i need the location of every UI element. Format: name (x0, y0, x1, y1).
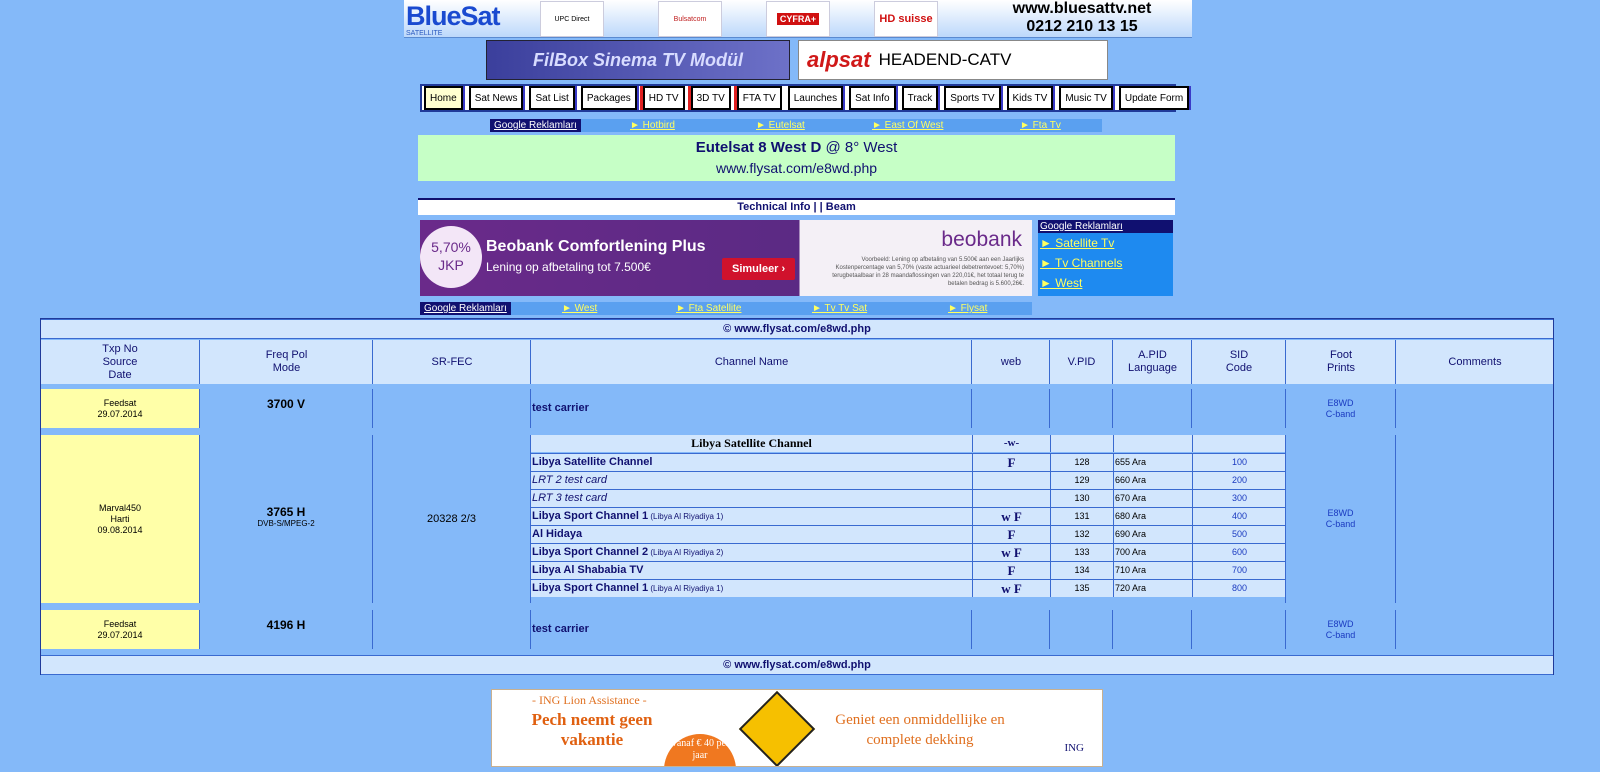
web-links[interactable] (972, 472, 1050, 489)
source-date: 09.08.2014 (97, 524, 143, 535)
channel-name[interactable] (531, 526, 972, 543)
web-links[interactable]: F (972, 562, 1050, 579)
header-sid (1191, 340, 1286, 384)
vpid-value: 130 (1050, 490, 1113, 507)
srfec-cell (372, 389, 530, 428)
google-ads-label-2[interactable]: Google Reklamları (420, 302, 511, 315)
header-srfec: SR-FEC (372, 340, 531, 384)
footprint-link[interactable] (1285, 389, 1395, 428)
site-url[interactable]: www.bluesattv.net (1012, 0, 1152, 17)
beobank-brand: beobank (941, 228, 1022, 251)
vpid-value: 134 (1050, 562, 1113, 579)
source-cell (41, 610, 199, 649)
channel-name[interactable] (531, 544, 972, 561)
nav-update-form[interactable]: Update Form (1119, 86, 1189, 110)
header-freq (199, 340, 373, 384)
header-apid (1112, 340, 1192, 384)
package-web[interactable]: -w- (972, 435, 1050, 452)
beobank-subline: Lening op afbetaling tot 7.500€ (486, 260, 651, 274)
palm-sign-icon (739, 691, 815, 767)
sid-value: 300 (1192, 490, 1286, 507)
channel-group (530, 435, 1285, 603)
header-sid-2: Code (1225, 362, 1253, 374)
upc-direct-logo[interactable]: UPC Direct (540, 1, 604, 37)
site-info (972, 0, 1192, 38)
channel-name-text: LRT 3 test card (532, 492, 607, 504)
logo-subtitle: SATELLITE (406, 30, 443, 37)
google-ads-bar-top (490, 119, 1102, 132)
channel-name[interactable] (531, 472, 972, 489)
ing-ad[interactable] (491, 689, 1103, 767)
header-comments: Comments (1395, 340, 1554, 384)
web-cell (971, 610, 1049, 649)
beobank-fineprint: Voorbeeld: Lening op afbetaling van 5.500€ aan een Jaarlijks Kostenpercentage van 5,70% (vaste actuarieel debetrentevoet: 5,70%) terugbetaalbaar in 28 maandaflossingen van 220,01€, het totaal terug te betalen bedrag is 5.600,26€. (832, 257, 1024, 287)
satellite-title (418, 138, 1175, 158)
web-links[interactable] (972, 490, 1050, 507)
sid-value: 600 (1192, 544, 1286, 561)
web-links[interactable]: w F (972, 508, 1050, 525)
tech-info-bar (418, 198, 1175, 215)
freq-cell (199, 435, 372, 603)
header-txp (41, 340, 199, 384)
package-row (531, 435, 1286, 453)
header-foot (1285, 340, 1396, 384)
comments-cell (1395, 389, 1553, 428)
cyfra-label: CYFRA+ (777, 13, 819, 25)
header-sid-1: SID (1229, 349, 1249, 361)
mode-value: DVB-S/MPEG-2 (257, 519, 315, 528)
channel-table (40, 318, 1554, 675)
sid-value: 100 (1192, 454, 1286, 471)
header-apid-1: A.PID (1138, 349, 1167, 361)
source-name: Marval450 (98, 502, 141, 513)
freq-value: 3765 H (266, 505, 306, 519)
apid-value: 655 Ara (1113, 454, 1192, 471)
channel-name-text: Libya Sport Channel 1 (532, 582, 649, 594)
ad-link-tv-tv-sat[interactable]: ► Tv Tv Sat (812, 303, 868, 314)
table-copyright-top: © www.flysat.com/e8wd.php (41, 319, 1553, 339)
channel-name-text: Libya Al Shababia TV (532, 564, 644, 576)
nav-sports-tv[interactable]: Sports TV (944, 86, 1000, 110)
satellite-name: Eutelsat 8 West D (695, 139, 822, 156)
filbox-ad[interactable] (486, 40, 790, 80)
footprint-band: C-band (1325, 629, 1356, 640)
sid-value: 800 (1192, 580, 1286, 597)
filbox-ad-text: FilBox Sinema TV Modül (532, 49, 743, 70)
channel-note: (Libya Al Riyadiya 1) (648, 512, 724, 521)
footprint-band: C-band (1325, 519, 1356, 529)
web-links[interactable]: w F (972, 544, 1050, 561)
web-cell (971, 389, 1049, 428)
alpsat-ad[interactable] (798, 40, 1108, 80)
nav-sat-news[interactable]: Sat News (469, 86, 524, 110)
channel-name[interactable] (531, 508, 972, 525)
ing-ad-top: - ING Lion Assistance - (532, 693, 647, 707)
channel-note: (Libya Al Riyadiya 2) (648, 548, 724, 557)
ad-link-fta-satellite[interactable]: ► Fta Satellite (676, 303, 742, 314)
nav-fta-tv[interactable]: FTA TV (737, 86, 782, 110)
source-location: Harti (110, 513, 130, 524)
header-txp-1: Txp No (102, 342, 138, 355)
rate-value: 5,70% (431, 239, 471, 255)
apid-cell (1112, 610, 1191, 649)
vpid-cell (1049, 610, 1112, 649)
channel-name-text: Libya Satellite Channel (532, 456, 653, 468)
ing-ad-left: Pech neemt geen vakantie (531, 710, 653, 749)
channel-name[interactable] (531, 580, 972, 597)
channel-name-text: LRT 2 test card (532, 474, 607, 486)
table-row (41, 389, 1553, 428)
ad-link-fta-tv[interactable]: ► Fta Tv (1020, 120, 1061, 131)
main-nav (420, 84, 1184, 112)
channel-name[interactable] (531, 562, 972, 579)
package-name[interactable]: Libya Satellite Channel (531, 435, 972, 452)
side-link-tv-channels[interactable]: ► Tv Channels (1040, 256, 1123, 270)
hd-suisse-logo[interactable]: HD suisse (874, 1, 938, 37)
header-foot-1: Foot (1329, 349, 1352, 361)
ad-link-hotbird[interactable]: ► Hotbird (630, 120, 675, 131)
satellite-title-box (418, 135, 1175, 181)
source-cell (41, 435, 199, 603)
vpid-value: 135 (1050, 580, 1113, 597)
sid-value: 400 (1192, 508, 1286, 525)
srfec-cell: 20328 2/3 (372, 435, 530, 603)
sid-value: 700 (1192, 562, 1286, 579)
channel-row (531, 489, 1286, 507)
sid-value: 200 (1192, 472, 1286, 489)
vpid-value: 133 (1050, 544, 1113, 561)
package-vpid (1050, 435, 1113, 452)
table-row (41, 610, 1553, 649)
table-row (41, 435, 1553, 603)
sid-cell (1191, 610, 1285, 649)
apid-value: 660 Ara (1113, 472, 1192, 489)
vpid-value: 132 (1050, 526, 1113, 543)
side-link-west[interactable]: ► West (1040, 276, 1083, 290)
beam-link[interactable]: | Beam (819, 201, 856, 213)
nav-hd-tv[interactable]: HD TV (643, 86, 685, 110)
vpid-cell (1049, 389, 1112, 428)
apid-value: 680 Ara (1113, 508, 1192, 525)
channel-row (531, 507, 1286, 525)
apid-value: 720 Ara (1113, 580, 1192, 597)
satellite-position: @ 8° West (821, 139, 898, 156)
channel-row (531, 561, 1286, 579)
google-ads-bar-bottom (420, 302, 1032, 315)
header-freq-2: Mode (272, 362, 301, 374)
sid-cell (1191, 389, 1285, 428)
header-web: web (971, 340, 1050, 384)
comments-cell (1395, 435, 1553, 603)
apid-value: 700 Ara (1113, 544, 1192, 561)
google-ads-label[interactable]: Google Reklamları (490, 119, 581, 132)
sid-value: 500 (1192, 526, 1286, 543)
beobank-headline: Beobank Comfortlening Plus (486, 238, 706, 255)
ing-logo: ING (1064, 742, 1084, 754)
cyfra-logo[interactable] (766, 1, 830, 37)
phone-number: 0212 210 13 15 (1026, 18, 1138, 35)
ad-link-eutelsat[interactable]: ► Eutelsat (756, 120, 805, 131)
channel-name[interactable] (531, 490, 972, 507)
apid-cell (1112, 389, 1191, 428)
channel-name-text: Libya Sport Channel 2 (532, 546, 649, 558)
nav-home[interactable]: Home (424, 86, 463, 110)
table-copyright-bottom: © www.flysat.com/e8wd.php (41, 655, 1553, 675)
header-foot-2: Prints (1326, 362, 1356, 374)
vpid-value: 131 (1050, 508, 1113, 525)
side-google-ads-label[interactable]: Google Reklamları (1038, 220, 1173, 233)
source-date: 29.07.2014 (97, 629, 143, 640)
beobank-ad[interactable] (420, 220, 1032, 296)
apid-value: 710 Ara (1113, 562, 1192, 579)
header-freq-1: Freq Pol (265, 349, 308, 361)
channel-row (531, 471, 1286, 489)
source-cell (41, 389, 199, 428)
ing-price-badge: Vanaf € 40 per jaar (664, 734, 736, 767)
header-vpid: V.PID (1049, 340, 1113, 384)
footprint-code: E8WD (1327, 508, 1354, 518)
package-apid (1113, 435, 1192, 452)
header-apid-2: Language (1128, 362, 1177, 374)
web-links[interactable]: F (972, 526, 1050, 543)
source-name: Feedsat (103, 397, 137, 408)
footprint-band: C-band (1325, 408, 1356, 419)
freq-cell: 4196 H (199, 610, 372, 649)
ad-link-flysat[interactable]: ► Flysat (948, 303, 988, 314)
satellite-url[interactable]: www.flysat.com/e8wd.php (715, 160, 878, 176)
side-link-satellite-tv[interactable]: ► Satellite Tv (1040, 236, 1115, 250)
channel-note: (Libya Al Riyadiya 1) (648, 584, 724, 593)
source-name: Feedsat (103, 618, 137, 629)
channel-name[interactable]: test carrier (530, 610, 971, 649)
footprint-code: E8WD (1327, 397, 1354, 408)
table-header (41, 340, 1553, 384)
channel-row (531, 579, 1286, 597)
channel-name[interactable] (531, 454, 972, 471)
vpid-value: 129 (1050, 472, 1113, 489)
rate-label: JKP (438, 257, 464, 273)
web-links[interactable]: F (972, 454, 1050, 471)
rate-badge (420, 226, 482, 288)
srfec-cell (372, 610, 530, 649)
header-txp-2: Source (102, 355, 138, 368)
ing-ad-right: Geniet een onmiddellijke en complete dekking (835, 712, 1005, 748)
channel-row (531, 453, 1286, 471)
channel-name-text: Libya Sport Channel 1 (532, 510, 649, 522)
vpid-value: 128 (1050, 454, 1113, 471)
channel-name[interactable]: test carrier (530, 389, 971, 428)
simuleer-button[interactable]: Simuleer › (722, 258, 795, 280)
header-channel: Channel Name (530, 340, 972, 384)
footprint-code: E8WD (1327, 618, 1354, 629)
comments-cell (1395, 610, 1553, 649)
apid-value: 670 Ara (1113, 490, 1192, 507)
side-ad-links (1038, 220, 1173, 296)
footprint-link[interactable] (1285, 435, 1395, 603)
nav-kids-tv[interactable]: Kids TV (1007, 86, 1054, 110)
nav-sat-list[interactable]: Sat List (529, 86, 574, 110)
channel-row (531, 525, 1286, 543)
logo-text: BlueSat (406, 1, 500, 31)
nav-music-tv[interactable]: Music TV (1059, 86, 1113, 110)
footprint-link[interactable] (1285, 610, 1395, 649)
nav-sat-info[interactable]: Sat Info (849, 86, 895, 110)
nav-3d-tv[interactable]: 3D TV (691, 86, 731, 110)
ad-link-west[interactable]: ► West (562, 303, 598, 314)
source-date: 29.07.2014 (97, 408, 143, 419)
nav-track[interactable]: Track (902, 86, 939, 110)
alpsat-text: HEADEND-CATV (878, 50, 1012, 69)
header-txp-3: Date (108, 368, 132, 381)
freq-cell: 3700 V (199, 389, 372, 428)
channel-name-text: Al Hidaya (532, 528, 583, 540)
ad-link-east-of-west[interactable]: ► East Of West (872, 120, 944, 131)
web-links[interactable]: w F (972, 580, 1050, 597)
nav-packages[interactable]: Packages (581, 86, 637, 110)
technical-info-link[interactable]: Technical Info | (737, 201, 817, 213)
bluesat-logo[interactable] (406, 2, 516, 36)
nav-launches[interactable]: Launches (788, 86, 843, 110)
bulsatcom-logo[interactable]: Bulsatcom (658, 1, 722, 37)
alpsat-brand: alpsat (807, 47, 871, 72)
apid-value: 690 Ara (1113, 526, 1192, 543)
package-sid (1192, 435, 1286, 452)
channel-row (531, 543, 1286, 561)
